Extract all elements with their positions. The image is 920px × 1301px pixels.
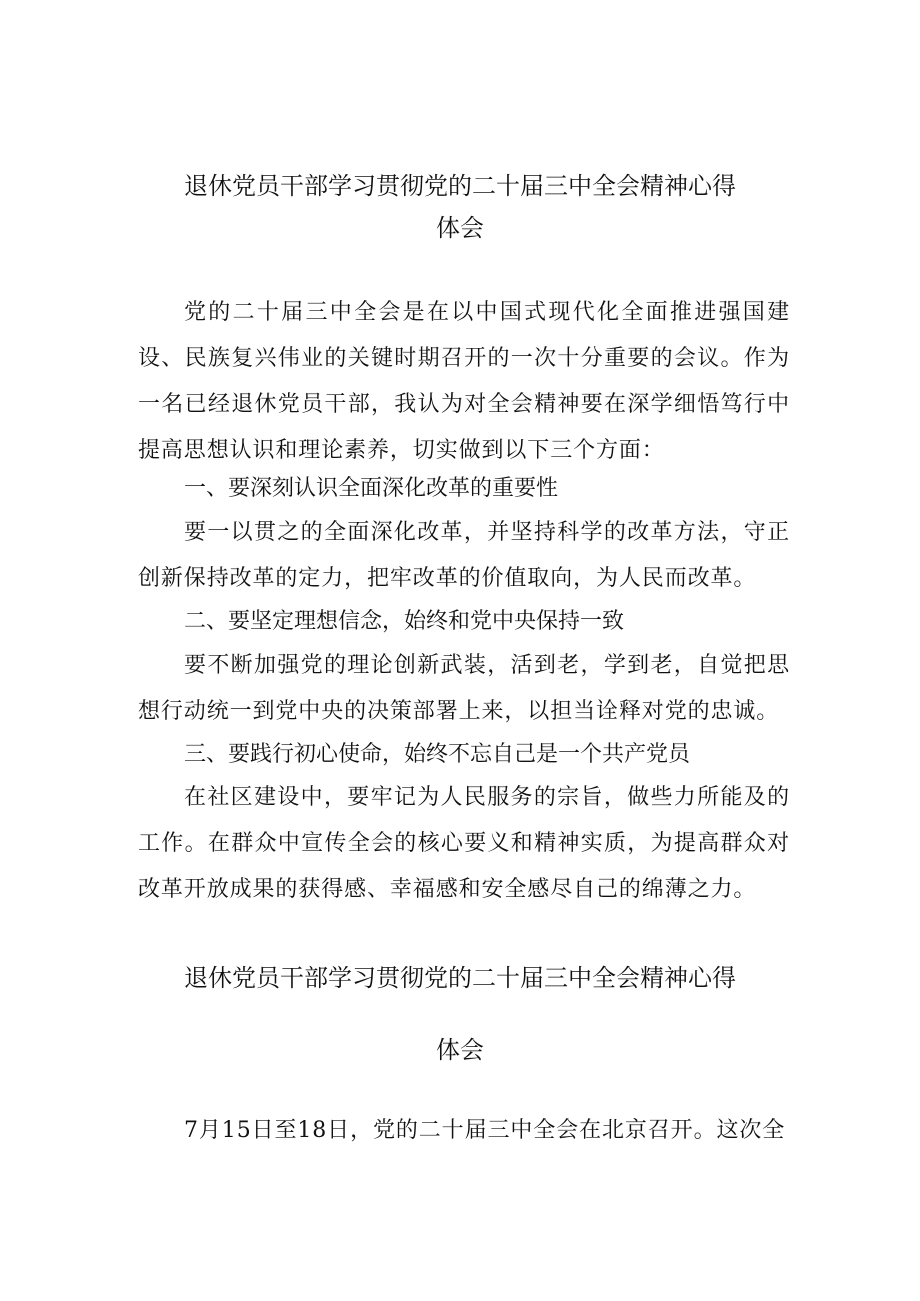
article1-section3-body: 在社区建设中，要牢记为人民服务的宗旨，做些力所能及的工作。在群众中宣传全会的核心要义和精神实质，为提高群众对改革开放成果的获得感、幸福感和安全感尽自己的绵薄之力。: [138, 785, 790, 902]
article1-section1-heading: 一、要深刻认识全面深化改革的重要性: [184, 476, 559, 501]
article1-section2-heading: 二、要坚定理想信念，始终和党中央保持一致: [184, 609, 625, 634]
article1-title-line2: 体会: [436, 214, 484, 242]
article2-title-line1: 退休党员干部学习贯彻党的二十届三中全会精神心得: [184, 964, 736, 992]
article1-title: [0, 170, 920, 244]
article1-section2-body: 要不断加强党的理论创新武装，活到老，学到老，自觉把思想行动统一到党中央的决策部署上来，以担当诠释对党的忠诚。: [138, 653, 790, 724]
article1-intro-paragraph: 党的二十届三中全会是在以中国式现代化全面推进强国建设、民族复兴伟业的关键时期召开的一次十分重要的会议。作为一名已经退休党员干部，我认为对全会精神要在深学细悟笃行中提高思想认识和理论素养，切实做到以下三个方面：: [138, 300, 790, 463]
article1-section1-body: 要一以贯之的全面深化改革，并坚持科学的改革方法，守正创新保持改革的定力，把牢改革的价值取向，为人民而改革。: [138, 520, 790, 591]
article1-title-line1: 退休党员干部学习贯彻党的二十届三中全会精神心得: [184, 172, 736, 200]
article2-title-line2: 体会: [436, 1036, 484, 1064]
article1-section3-heading: 三、要践行初心使命，始终不忘自己是一个共产党员: [184, 742, 691, 767]
article2-title: [0, 962, 920, 1066]
article2-intro-paragraph: 7月15日至18日，党的二十届三中全会在北京召开。这次全: [184, 1118, 786, 1143]
